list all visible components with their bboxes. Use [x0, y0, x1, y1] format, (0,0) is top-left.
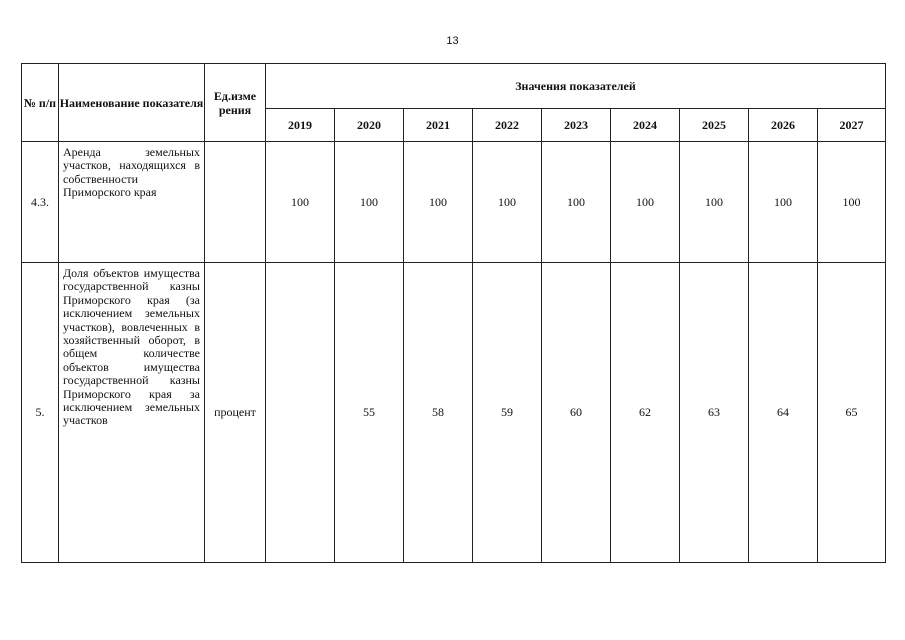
- row-num: 5.: [22, 263, 59, 563]
- header-num: № п/п: [22, 64, 59, 142]
- year-2021: 2021: [404, 109, 473, 142]
- header-name: Наименование показателя: [59, 64, 205, 142]
- indicators-table: [21, 63, 886, 563]
- year-2020: 2020: [335, 109, 404, 142]
- row-value: [266, 263, 335, 563]
- table-row: [22, 142, 886, 263]
- row-value: 100: [404, 142, 473, 263]
- row-value: 58: [404, 263, 473, 563]
- header-unit: Ед.изме рения: [205, 64, 266, 142]
- year-2022: 2022: [473, 109, 542, 142]
- row-value: 63: [680, 263, 749, 563]
- row-name: Доля объектов имущества государственной казны Приморского края (за исключением земельных участков), вовлеченных в хозяйственный оборот, в общем количестве объектов имущества государственной казны Приморского края за исключением земельных участков: [59, 263, 205, 563]
- row-num: 4.3.: [22, 142, 59, 263]
- year-2027: 2027: [818, 109, 886, 142]
- row-value: 100: [542, 142, 611, 263]
- header-values: Значения показателей: [266, 64, 886, 109]
- year-2025: 2025: [680, 109, 749, 142]
- row-value: 100: [611, 142, 680, 263]
- row-value: 100: [335, 142, 404, 263]
- row-value: 100: [680, 142, 749, 263]
- year-2023: 2023: [542, 109, 611, 142]
- year-2026: 2026: [749, 109, 818, 142]
- table-row: [22, 263, 886, 563]
- row-value: 55: [335, 263, 404, 563]
- row-value: 60: [542, 263, 611, 563]
- row-unit: [205, 142, 266, 263]
- row-value: 65: [818, 263, 886, 563]
- page-number: 13: [446, 35, 459, 47]
- row-name: Аренда земельных участков, находящихся в собственности Приморского края: [59, 142, 205, 263]
- year-2019: 2019: [266, 109, 335, 142]
- row-unit: процент: [205, 263, 266, 563]
- row-value: 100: [473, 142, 542, 263]
- row-value: 62: [611, 263, 680, 563]
- row-value: 100: [749, 142, 818, 263]
- row-value: 59: [473, 263, 542, 563]
- year-2024: 2024: [611, 109, 680, 142]
- row-value: 100: [266, 142, 335, 263]
- row-value: 100: [818, 142, 886, 263]
- header-row-top: [22, 64, 886, 109]
- row-value: 64: [749, 263, 818, 563]
